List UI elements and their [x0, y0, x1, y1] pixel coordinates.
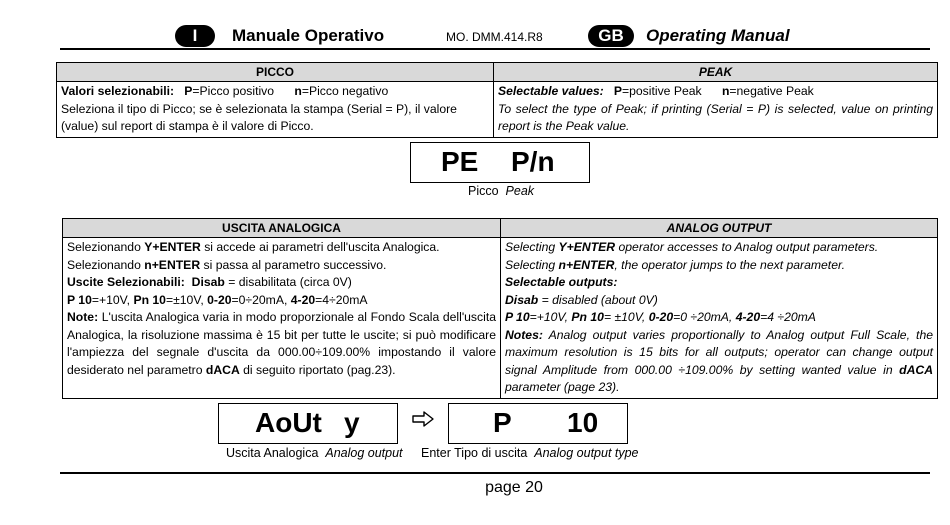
output-type-value: 10: [567, 407, 599, 438]
analog-display-code: AoUt: [255, 407, 322, 438]
header-title-english: Operating Manual: [646, 26, 790, 45]
right-arrow-icon: [411, 410, 435, 428]
page-header: [0, 0, 950, 52]
peak-display-value: P/n: [511, 146, 555, 177]
peak-table-head-english: PEAK: [494, 63, 938, 82]
page-number: page 20: [485, 479, 543, 496]
analog-display-caption: Uscita Analogica Analog output: [226, 446, 403, 460]
analog-table-head-italian: USCITA ANALOGICA: [63, 219, 501, 238]
analog-line-enter-english: Selecting Y+ENTER operator accesses to Analog output parameters.: [505, 240, 879, 254]
english-flag-badge: GB: [588, 25, 634, 47]
peak-table-cell-italian: [57, 82, 494, 138]
peak-values-english: Selectable values: P=positive Peak n=negative Peak: [498, 84, 814, 98]
analog-line-outputs-italian: P 10=+10V, Pn 10=±10V, 0-20=0÷20mA, 4-20=4÷20mA: [67, 292, 368, 307]
analog-line-next-italian: Selezionando n+ENTER si passa al parametro successivo.: [67, 257, 387, 272]
output-type-code: P: [493, 407, 512, 438]
peak-display-code: PE: [441, 146, 479, 177]
analog-display-value: y: [344, 407, 360, 438]
italian-flag-badge: I: [175, 25, 215, 47]
peak-table-cell-english: [494, 82, 938, 138]
header-title-italian: Manuale Operativo: [232, 26, 385, 45]
peak-display: [410, 142, 590, 183]
analog-line-selectable-italian: Uscite Selezionabili: Disab = disabilitata (circa 0V): [67, 275, 352, 289]
analog-line-disabled-english: Disab = disabled (about 0V): [505, 292, 658, 307]
peak-description-english: To select the type of Peak; if printing (Serial = P) is selected, value on printing report is the Peak value.: [498, 101, 933, 133]
analog-line-selectable-english: Selectable outputs:: [505, 275, 618, 289]
output-type-caption: Enter Tipo di uscita Analog output type: [421, 446, 639, 460]
analog-line-enter-italian: Selezionando Y+ENTER si accede ai parametri dell'uscita Analogica.: [67, 240, 440, 254]
analog-note-english: Notes: Analog output varies proportionally to Analog output Full Scale, the maximum resolution is 15 bits for all outputs; operator can change output signal Amplitude from 000.00 ÷109.00% by setting wanted value in dACA parameter (page 23).: [505, 327, 933, 394]
analog-table-head-english: ANALOG OUTPUT: [501, 219, 938, 238]
peak-table: [56, 62, 938, 138]
peak-display-caption: Picco Peak: [468, 184, 535, 198]
peak-values-italian: Valori selezionabili: P=Picco positivo n=Picco negativo: [61, 84, 389, 98]
peak-table-head-italian: PICCO: [57, 63, 494, 82]
analog-table-cell-italian: [63, 238, 501, 399]
peak-description-italian: Seleziona il tipo di Picco; se è selezionata la stampa (Serial = P), il valore (value) sul report di stampa è il valore di Picco.: [61, 101, 457, 133]
document-code: MO. DMM.414.R8: [446, 30, 543, 44]
output-type-display: [448, 403, 628, 444]
footer-divider: [60, 472, 930, 474]
header-divider: [60, 48, 930, 50]
analog-output-table: [62, 218, 938, 399]
analog-output-display: [218, 403, 398, 444]
analog-table-cell-english: [501, 238, 938, 399]
analog-line-next-english: Selecting n+ENTER, the operator jumps to the next parameter.: [505, 257, 845, 272]
analog-note-italian: Note: L'uscita Analogica varia in modo proporzionale al Fondo Scala dell'uscita Analogica, la risoluzione massima è 15 bit per tutte le uscite; si può modificare l'ampiezza del segnale d'uscita da 000.00÷109.00% impostando il valore desiderato nel parametro dACA di seguito riportato (pag.23).: [67, 310, 496, 377]
analog-line-outputs-english: P 10=+10V, Pn 10= ±10V, 0-20=0 ÷20mA, 4-20=4 ÷20mA: [505, 310, 816, 324]
